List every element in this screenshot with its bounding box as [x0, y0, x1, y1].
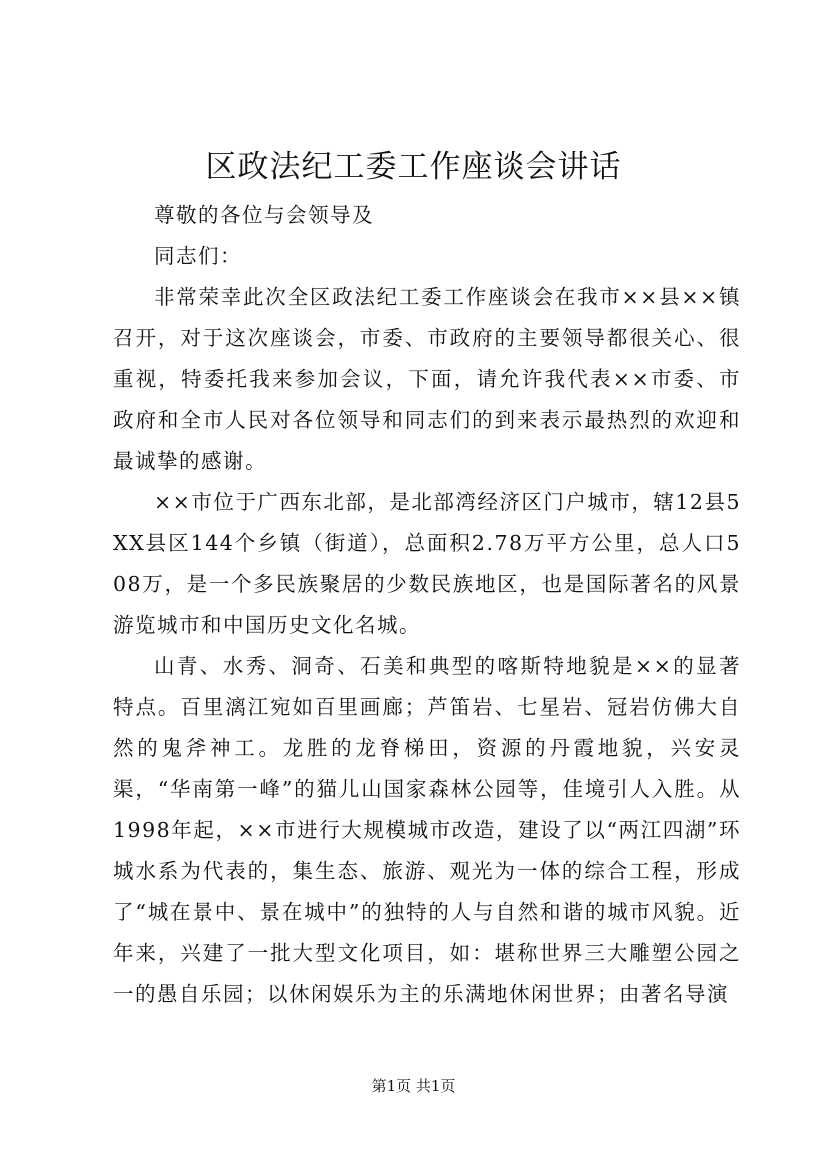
document-body: [113, 195, 741, 1015]
salutation-line-1: 尊敬的各位与会领导及: [154, 203, 374, 227]
paragraph-scenery: 山青、水秀、洞奇、石美和典型的喀斯特地貌是××的显著特点。百里漓江宛如百里画廊；芦笛岩、七星岩、冠岩仿佛大自然的鬼斧神工。龙胜的龙脊梯田，资源的丹霞地貌，兴安灵渠，“华南第一峰”的猫儿山国家森林公园等，佳境引人入胜。从1998年起，××市进行大规模城市改造，建设了以“两江四湖”环城水系为代表的，集生态、旅游、观光为一体的综合工程，形成了“城在景中、景在城中”的独特的人与自然和谐的城市风貌。近年来，兴建了一批大型文化项目，如：堪称世界三大雕塑公园之一的愚自乐园；以休闲娱乐为主的乐满地休闲世界；由著名导演: [113, 654, 741, 1006]
page-number-footer: 第1页 共1页: [371, 1077, 456, 1095]
salutation-line-2: 同志们：: [154, 244, 242, 268]
document-title: 区政法纪工委工作座谈会讲话: [205, 149, 622, 185]
paragraph-city-overview: ××市位于广西东北部，是北部湾经济区门户城市，辖12县5XX县区144个乡镇（街道），总面积2.78万平方公里，总人口508万，是一个多民族聚居的少数民族地区，也是国际著名的风景游览城市和中国历史文化名城。: [113, 490, 741, 637]
paragraph-welcome: 非常荣幸此次全区政法纪工委工作座谈会在我市××县××镇召开，对于这次座谈会，市委、市政府的主要领导都很关心、很重视，特委托我来参加会议，下面，请允许我代表××市委、市政府和全市人民对各位领导和同志们的到来表示最热烈的欢迎和最诚挚的感谢。: [113, 285, 741, 473]
